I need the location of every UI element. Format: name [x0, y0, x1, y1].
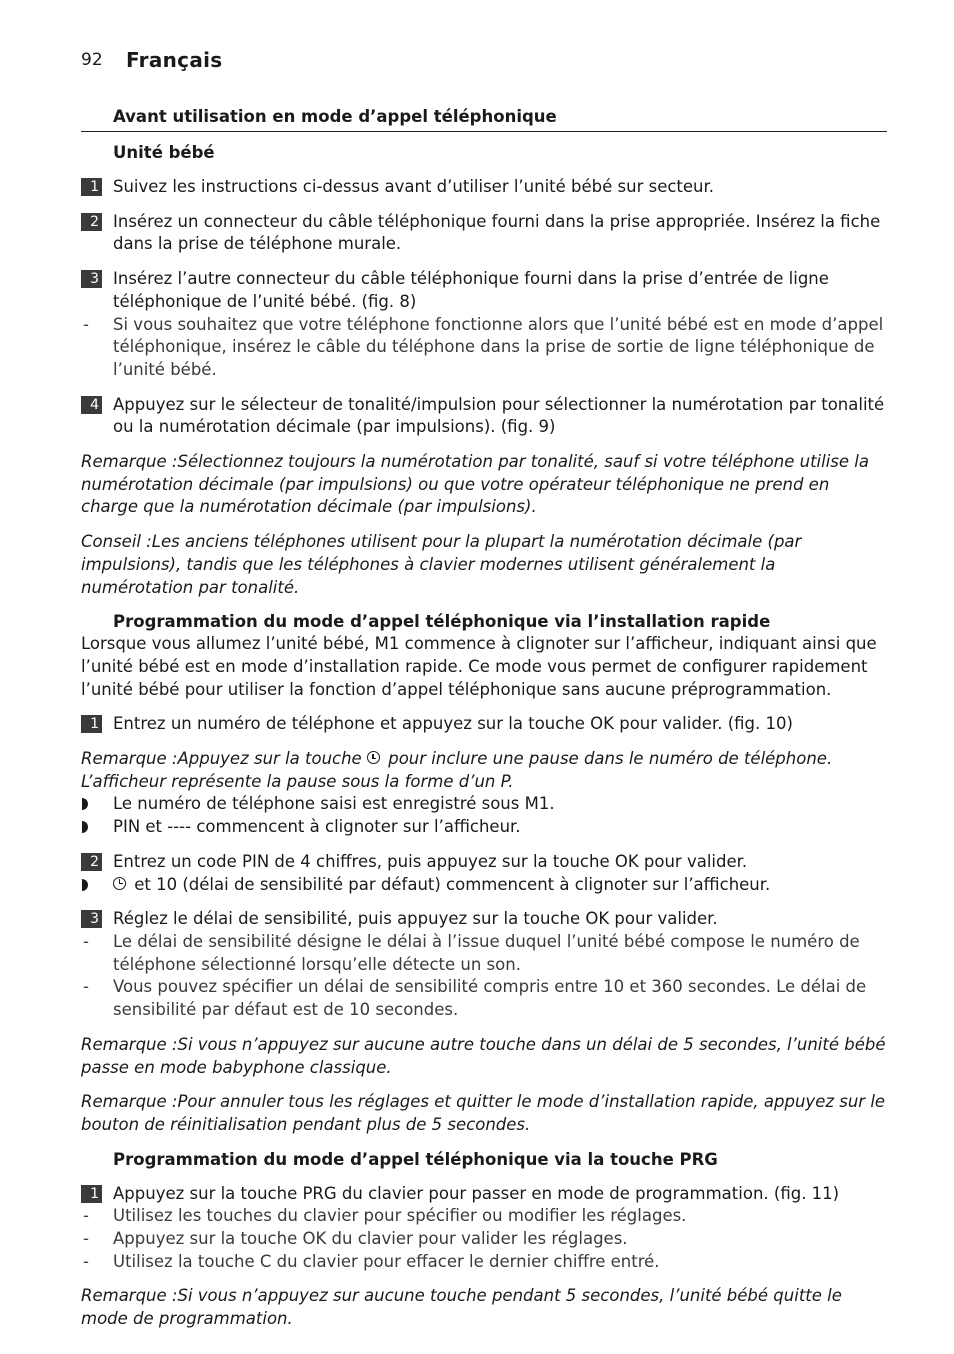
dash-marker: -: [83, 314, 89, 334]
intro-paragraph: Lorsque vous allumez l’unité bébé, M1 commence à clignoter sur l’afficheur, indiquant ainsi que l’unité bébé est en mode d’installation rapide. Ce mode vous permet de configurer rapidement l’unité bébé pour utiliser la fonction d’appel téléphonique sans aucune préprogrammation.: [81, 634, 877, 699]
step-number: 1: [81, 1185, 102, 1203]
step-number: 3: [81, 910, 102, 928]
step-number: 1: [81, 715, 102, 733]
result-bullet: [81, 874, 887, 897]
step-text: Entrez un numéro de téléphone et appuyez sur la touche OK pour valider. (fig. 10): [113, 714, 793, 734]
step-text: Entrez un code PIN de 4 chiffres, puis appuyez sur la touche OK pour valider.: [113, 851, 748, 871]
note: [81, 748, 887, 793]
pause-clock-icon: [113, 877, 126, 890]
step-1: [81, 713, 887, 736]
step-2: [81, 851, 887, 874]
note: Remarque :Si vous n’appuyez sur aucune touche pendant 5 secondes, l’unité bébé quitte le mode de programmation.: [81, 1286, 842, 1329]
dash-item: [81, 1205, 887, 1228]
step-text: Réglez le délai de sensibilité, puis appuyez sur la touche OK pour valider.: [113, 909, 718, 929]
dash-text: Utilisez les touches du clavier pour spécifier ou modifier les réglages.: [113, 1206, 687, 1226]
section-heading: Avant utilisation en mode d’appel téléphonique: [81, 106, 887, 132]
bullet-marker: [82, 798, 88, 810]
bullet-text: et 10 (délai de sensibilité par défaut) commencent à clignoter sur l’afficheur.: [134, 874, 771, 894]
step-text: Appuyez sur la touche PRG du clavier pour passer en mode de programmation. (fig. 11): [113, 1183, 840, 1203]
step-number: 4: [81, 396, 102, 414]
dash-text: Si vous souhaitez que votre téléphone fonctionne alors que l’unité bébé est en mode d’appel téléphonique, insérez le câble du téléphone dans la prise de sortie de ligne téléphonique de l’unité bébé.: [113, 314, 884, 379]
step-text: Appuyez sur le sélecteur de tonalité/impulsion pour sélectionner la numérotation par tonalité ou la numérotation décimale (par impulsions). (fig. 9): [113, 394, 885, 437]
section-heading-quick-setup: Programmation du mode d’appel téléphonique via l’installation rapide: [113, 612, 771, 632]
note: Remarque :Si vous n’appuyez sur aucune autre touche dans un délai de 5 secondes, l’unité bébé passe en mode babyphone classique.: [81, 1034, 886, 1077]
pause-clock-icon: [367, 751, 380, 764]
dash-marker: -: [83, 1206, 89, 1226]
dash-marker: -: [83, 1229, 89, 1249]
dash-item: [81, 314, 887, 382]
dash-text: Utilisez la touche C du clavier pour effacer le dernier chiffre entré.: [113, 1251, 660, 1271]
step-text: Insérez l’autre connecteur du câble téléphonique fourni dans la prise d’entrée de ligne téléphonique de l’unité bébé. (fig. 8): [113, 269, 829, 311]
result-bullet: [81, 816, 887, 839]
tip: Conseil :Les anciens téléphones utilisent pour la plupart la numérotation décimale (par impulsions), tandis que les téléphones à clavier modernes utilisent généralement la numérotation par tonalité.: [81, 532, 802, 597]
step-number: 2: [81, 853, 102, 871]
step-2: [81, 211, 887, 256]
note: Remarque :Pour annuler tous les réglages et quitter le mode d’installation rapide, appuyez sur le bouton de réinitialisation pendant plus de 5 secondes.: [81, 1092, 886, 1134]
step-1: [81, 176, 887, 199]
bullet-text: Le numéro de téléphone saisi est enregistré sous M1.: [113, 794, 555, 814]
note: Remarque :Sélectionnez toujours la numérotation par tonalité, sauf si votre téléphone utilise la numérotation décimale (par impulsions) ou que votre opérateur téléphonique ne prend en charge que la numérotation décimale (par impulsions).: [81, 452, 869, 517]
dash-item: [81, 976, 887, 1021]
bullet-marker: [82, 879, 88, 891]
dash-text: Vous pouvez spécifier un délai de sensibilité compris entre 10 et 360 secondes. Le délai de sensibilité par défaut est de 10 secondes.: [113, 977, 867, 1020]
bullet-marker: [82, 821, 88, 833]
dash-marker: -: [83, 1251, 89, 1271]
note-text: pour inclure une pause dans le numéro de téléphone. L’afficheur représente la pause sous la forme d’un P.: [81, 749, 833, 791]
step-text: Insérez un connecteur du câble téléphonique fourni dans la prise appropriée. Insérez la fiche dans la prise de téléphone murale.: [113, 211, 881, 254]
dash-item: [81, 1228, 887, 1251]
step-3: [81, 268, 887, 313]
note-text: Remarque :Appuyez sur la touche: [81, 749, 362, 769]
step-number: 1: [81, 178, 102, 196]
step-3: [81, 908, 887, 931]
section-heading-prg: Programmation du mode d’appel téléphonique via la touche PRG: [113, 1149, 718, 1169]
dash-text: Le délai de sensibilité désigne le délai à l’issue duquel l’unité bébé compose le numéro de téléphone sélectionné lorsqu’elle détecte un son.: [113, 931, 860, 974]
dash-marker: -: [83, 931, 89, 951]
step-number: 3: [81, 270, 102, 288]
dash-marker: -: [83, 977, 89, 997]
dash-item: [81, 1251, 887, 1274]
step-4: [81, 394, 887, 439]
page-content: [81, 106, 887, 1331]
language-header: Français: [126, 48, 223, 72]
step-text: Suivez les instructions ci-dessus avant d’utiliser l’unité bébé sur secteur.: [113, 177, 715, 196]
step-number: 2: [81, 213, 102, 231]
bullet-text: PIN et ---- commencent à clignoter sur l’afficheur.: [113, 817, 521, 837]
step-1: [81, 1183, 887, 1206]
page-number: 92: [81, 50, 103, 70]
result-bullet: [81, 793, 887, 816]
dash-text: Appuyez sur la touche OK du clavier pour valider les réglages.: [113, 1229, 628, 1249]
dash-item: [81, 931, 887, 976]
subheading-baby-unit: Unité bébé: [113, 143, 215, 162]
